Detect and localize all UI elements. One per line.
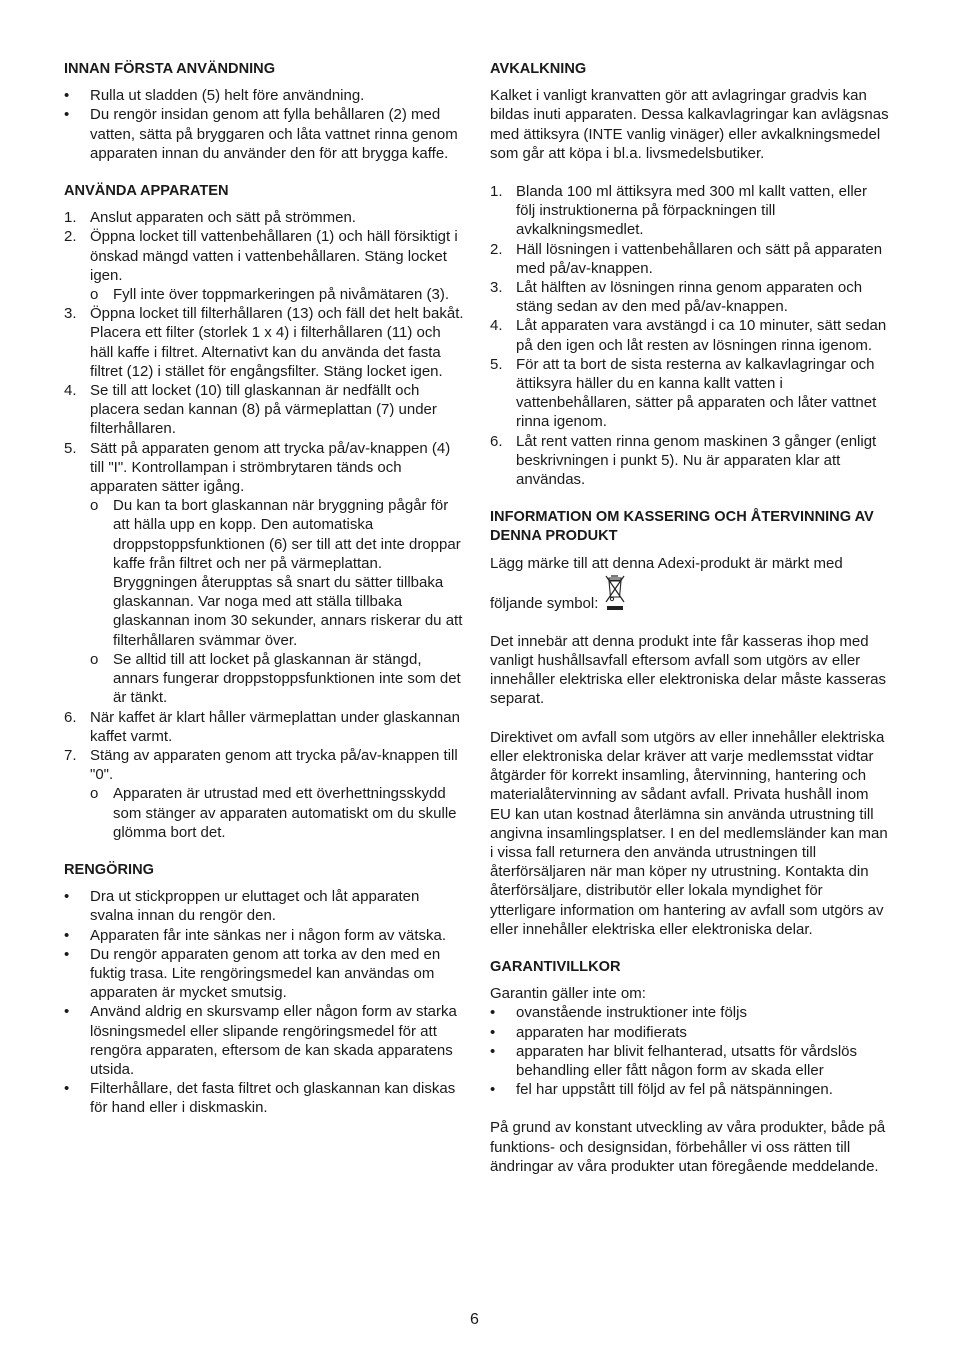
paragraph: På grund av konstant utveckling av våra produkter, både på funktions- och designsidan, förbehåller vi oss rätten till ändringar av våra produkter utan föregående meddelande.	[490, 1119, 886, 1175]
section-cleaning	[64, 861, 466, 1118]
list-item: • Apparaten får inte sänkas ner i någon form av vätska.	[64, 926, 447, 944]
list-item: 6. Låt rent vatten rinna genom maskinen 3 gånger (enligt beskrivningen i punkt 5). Nu är apparaten klar att användas.	[490, 432, 877, 489]
list-item: • Använd aldrig en skursvamp eller någon form av starka lösningsmedel eller slipande rengöringsmedel för att rengöra apparaten, eftersom de kan skada apparatens utsida.	[64, 1003, 457, 1078]
symbol-line	[490, 573, 890, 613]
section-title: INNAN FÖRSTA ANVÄNDNING	[64, 61, 276, 77]
paragraph: Garantin gäller inte om:	[490, 985, 646, 1003]
sub-list-item: o Se alltid till att locket på glaskannan är stängd, annars fungerar droppstoppsfunktionen inte som det är tänkt.	[90, 650, 461, 707]
crossed-out-wheelie-bin-icon	[604, 573, 626, 613]
list-item: 3. Öppna locket till filterhållaren (13) och fäll det helt bakåt. Placera ett filter (storlek 1 x 4) i filterhållaren (11) och häll kaffe i filtret. Alternativt kan du använda det fasta filtret (12) i stället för engångsfilter. Stäng locket igen.	[64, 305, 464, 380]
list-item: 4. Se till att locket (10) till glaskannan är nedfällt och placera sedan kannan (8) på värmeplattan (7) under filterhållaren.	[64, 382, 437, 438]
section-title: GARANTIVILLKOR	[490, 958, 621, 975]
list-item: • Dra ut stickproppen ur eluttaget och låt apparaten svalna innan du rengör den.	[64, 888, 420, 925]
list-item: 7. Stäng av apparaten genom att trycka på/av-knappen till "0".	[64, 746, 458, 784]
paragraph: Kalket i vanligt kranvatten gör att avlagringar gradvis kan bildas inuti apparaten. Dessa kalkavlagringar kan avlägsnas med ättiksyra (INTE vanlig vinäger) eller avkalkningsmedel som går att köpa i bl.a. livsmedelsbutiker.	[490, 87, 889, 162]
list-item: 1. Anslut apparaten och sätt på strömmen.	[64, 209, 356, 227]
page-number: 6	[470, 1311, 479, 1328]
list-item: 5. Sätt på apparaten genom att trycka på/av-knappen (4) till "I". Kontrollampan i strömbrytaren tänds och apparaten sätter igång.	[64, 439, 451, 496]
section-title: AVKALKNING	[490, 61, 587, 77]
list-item: 4. Låt apparaten vara avstängd i ca 10 minuter, sätt sedan på den igen och låt resten av lösningen rinna igenom.	[490, 317, 887, 354]
section-using	[64, 182, 466, 842]
sub-list-item: o Fyll inte över toppmarkeringen på nivåmätaren (3).	[90, 286, 449, 304]
left-column	[64, 60, 466, 1137]
section-title: RENGÖRING	[64, 861, 154, 878]
list-item: • Filterhållare, det fasta filtret och glaskannan kan diskas för hand eller i diskmaskin.	[64, 1080, 456, 1117]
list-item: • Rulla ut sladden (5) helt före användning.	[64, 87, 365, 105]
sub-list-item: o Apparaten är utrustad med ett överhettningsskydd som stänger av apparaten automatiskt om du skulle glömma bort det.	[90, 785, 457, 841]
section-title: ANVÄNDA APPARATEN	[64, 183, 229, 200]
list-item: 3. Låt hälften av lösningen rinna genom apparaten och stäng sedan av den med på/av-knappen.	[490, 279, 863, 316]
list-item: 6. När kaffet är klart håller värmeplattan under glaskannan kaffet varmt.	[64, 708, 460, 745]
paragraph: följande symbol:	[490, 594, 599, 612]
paragraph: Direktivet om avfall som utgörs av eller innehåller elektriska eller elektroniska delar kräver att varje medlemsstat vidtar åtgärder för korrekt insamling, återvinning, hantering och materialåtervinning av sådant avfall. Privata hushåll inom EU kan utan kostnad återlämna sin använda utrustning till angivna insamlingsplatser. I en del medlemsländer kan man i vissa fall returnera den använda utrustningen till återförsäljaren när man köper ny utrustning. Kontakta din återförsäljare, distributör eller lokala myndighet för ytterligare information om hantering av avfall som utgörs av eller innehåller elektriska eller elektroniska delar.	[490, 728, 888, 938]
list-item: 2. Öppna locket till vattenbehållaren (1) och häll försiktigt i önskad mängd vatten i vattenbehållaren. Stäng locket igen.	[64, 228, 458, 284]
list-item: 1. Blanda 100 ml ättiksyra med 300 ml kallt vatten, eller följ instruktionerna på förpackningen till avkalkningsmedlet.	[490, 183, 867, 239]
section-disposal	[490, 508, 890, 939]
section-descaling	[490, 60, 890, 489]
list-item: • apparaten har blivit felhanterad, utsatts för vårdslös behandling eller fått någon form av skada eller	[490, 1042, 858, 1079]
list-item: • apparaten har modifierats	[490, 1023, 687, 1041]
sub-list-item: o Du kan ta bort glaskannan när bryggning pågår för att hälla upp en kopp. Den automatiska droppstoppsfunktionen (6) ser till att det inte droppar kaffe från filtret och ner på värmeplattan. Bryggningen återupptas så snart du sätter tillbaka glaskannan. Var noga med att ställa tillbaka glaskannan inom 30 sekunder, annars riskerar du att filterhållaren svämmar över.	[90, 497, 463, 649]
list-item: • ovanstående instruktioner inte följs	[490, 1004, 747, 1022]
section-first-use	[64, 60, 466, 163]
section-warranty	[490, 958, 890, 1176]
list-item: • fel har uppstått till följd av fel på nätspänningen.	[490, 1081, 833, 1099]
right-column	[490, 60, 890, 1195]
paragraph: Det innebär att denna produkt inte får kasseras ihop med vanligt hushållsavfall eftersom avfall som utgörs av eller innehåller elektriska eller elektroniska delar måste kasseras separat.	[490, 632, 887, 708]
list-item: 5. För att ta bort de sista resterna av kalkavlagringar och ättiksyra häller du en kanna kallt vatten i vattenbehållaren, sätter på apparaten och låter vattnet rinna igenom.	[490, 355, 877, 431]
list-item: 2. Häll lösningen i vattenbehållaren och sätt på apparaten med på/av-knappen.	[490, 240, 883, 277]
section-title: INFORMATION OM KASSERING OCH ÅTERVINNING AV DENNA PRODUKT	[490, 509, 874, 545]
paragraph: Lägg märke till att denna Adexi-produkt är märkt med	[490, 554, 843, 572]
list-item: • Du rengör apparaten genom att torka av den med en fuktig trasa. Lite rengöringsmedel kan användas om apparaten är mycket smutsig.	[64, 945, 441, 1002]
list-item: • Du rengör insidan genom att fylla behållaren (2) med vatten, sätta på bryggaren och låta vattnet rinna genom apparaten innan du använder den för att brygga kaffe.	[64, 106, 458, 162]
